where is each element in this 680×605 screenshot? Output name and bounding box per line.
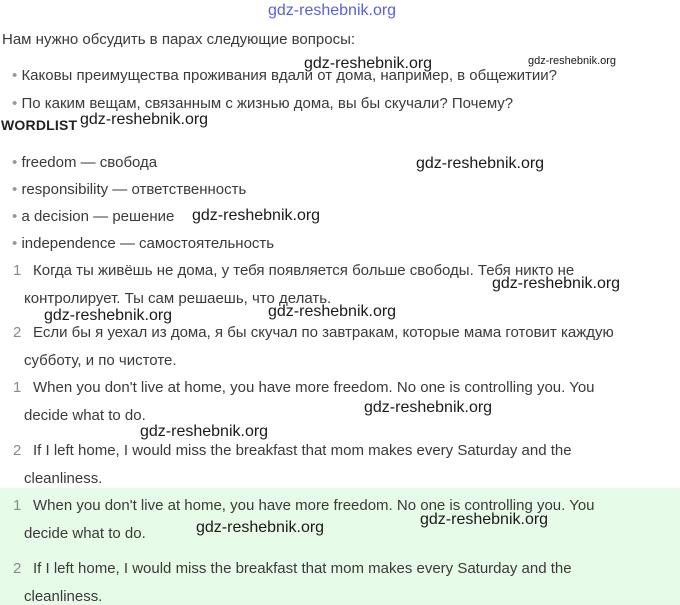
highlighted-answer-continuation: cleanliness. <box>24 588 103 605</box>
bullet-icon: • <box>12 154 18 171</box>
watermark: gdz-reshebnik.org <box>528 55 617 67</box>
highlighted-answer-line <box>13 560 572 577</box>
answer-text: When you don't live at home, you have more freedom. No one is controlling you. You <box>33 379 595 396</box>
watermark: gdz-reshebnik.org <box>420 511 549 528</box>
answer-number: 1 <box>13 379 22 396</box>
answer-number: 1 <box>13 262 22 279</box>
highlighted-answer-continuation: decide what to do. <box>24 525 146 542</box>
watermark: gdz-reshebnik.org <box>140 423 269 440</box>
answer-text: Если бы я уехал из дома, я бы скучал по завтракам, которые мама готовит каждую <box>33 324 614 341</box>
answer-text: If I left home, I would miss the breakfast that mom makes every Saturday and the <box>33 560 572 577</box>
question-text: Каковы преимущества проживания вдали от дома, например, в общежитии? <box>21 67 557 84</box>
en-answer-line <box>13 379 595 396</box>
answer-text: Когда ты живёшь не дома, у тебя появляется больше свободы. Тебя никто не <box>33 262 575 279</box>
answer-text: When you don't live at home, you have more freedom. No one is controlling you. You <box>33 497 595 514</box>
question-item <box>12 67 557 84</box>
en-answer-line <box>13 442 572 459</box>
bullet-icon: • <box>12 235 18 252</box>
en-answer-continuation: cleanliness. <box>24 470 103 487</box>
watermark: gdz-reshebnik.org <box>80 111 209 128</box>
question-text: По каким вещам, связанным с жизнью дома, вы бы скучали? Почему? <box>21 95 514 112</box>
answer-text: If I left home, I would miss the breakfast that mom makes every Saturday and the <box>33 442 572 459</box>
answer-number: 1 <box>13 497 22 514</box>
word-item <box>12 181 246 198</box>
answer-number: 2 <box>13 442 22 459</box>
ru-answer-continuation: контролирует. Ты сам решаешь, что делать. <box>24 290 332 307</box>
watermark: gdz-reshebnik.org <box>196 519 325 536</box>
word-text: a decision — решение <box>21 208 175 225</box>
bullet-icon: • <box>12 181 18 198</box>
bullet-icon: • <box>12 208 18 225</box>
watermark: gdz-reshebnik.org <box>416 155 545 172</box>
ru-answer-continuation: субботу, и по чистоте. <box>24 352 177 369</box>
watermark: gdz-reshebnik.org <box>304 55 433 72</box>
word-text: responsibility — ответственность <box>21 181 247 198</box>
ru-answer-line <box>13 324 614 341</box>
en-answer-continuation: decide what to do. <box>24 407 146 424</box>
header-watermark: gdz-reshebnik.org <box>268 2 397 19</box>
wordlist-heading: WORDLIST <box>1 117 78 133</box>
word-item <box>12 154 157 171</box>
watermark: gdz-reshebnik.org <box>268 303 397 320</box>
word-text: independence — самостоятельность <box>21 235 275 252</box>
watermark: gdz-reshebnik.org <box>192 207 321 224</box>
intro-text: Нам нужно обсудить в парах следующие вопросы: <box>2 31 356 48</box>
word-item <box>12 208 174 225</box>
ru-answer-line <box>13 262 574 279</box>
watermark: gdz-reshebnik.org <box>44 307 173 324</box>
answer-number: 2 <box>13 324 22 341</box>
question-item <box>12 95 513 112</box>
answer-number: 2 <box>13 560 22 577</box>
word-item <box>12 235 274 252</box>
bullet-icon: • <box>12 95 18 112</box>
watermark: gdz-reshebnik.org <box>492 275 621 292</box>
bullet-icon: • <box>12 67 18 84</box>
word-text: freedom — свобода <box>21 154 158 171</box>
watermark: gdz-reshebnik.org <box>364 399 493 416</box>
